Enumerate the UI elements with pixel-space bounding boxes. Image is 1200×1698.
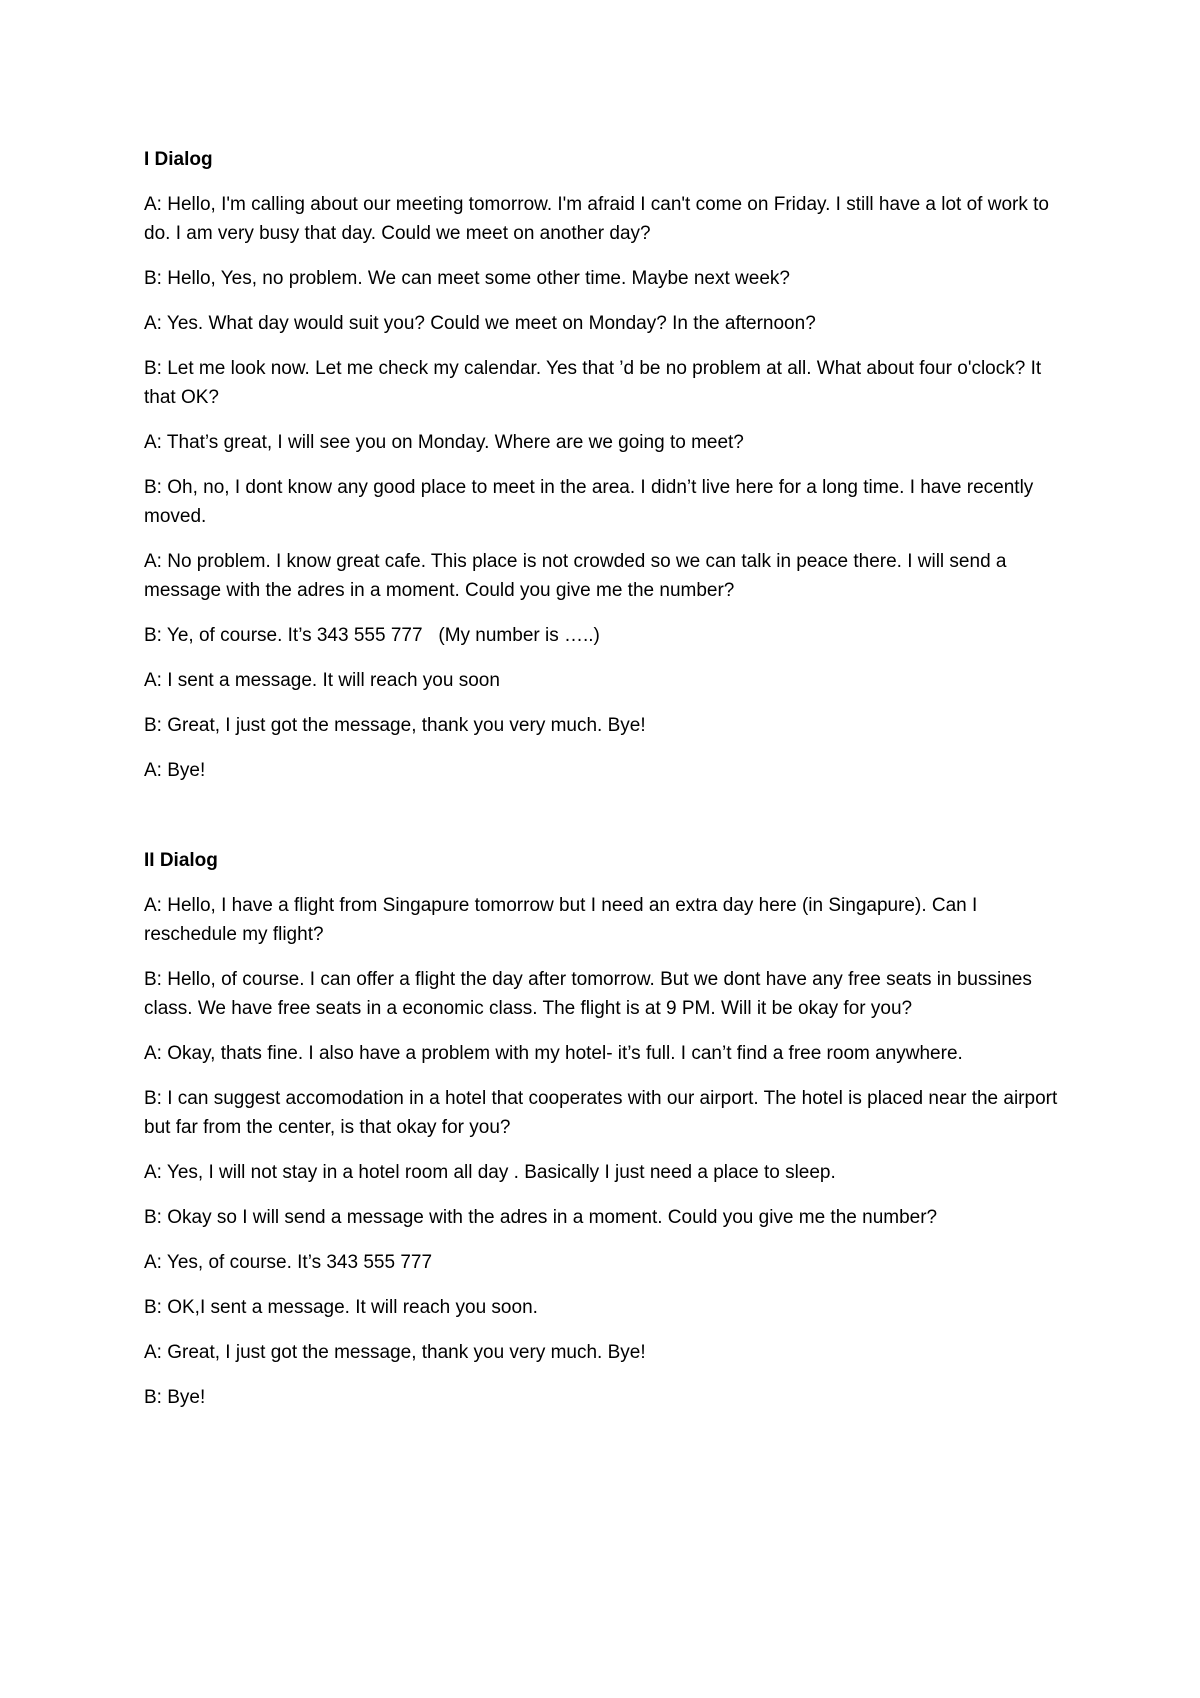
speaker-label: A:: [144, 432, 162, 453]
dialog-line: [144, 666, 1069, 695]
line-text: Hello, I have a flight from Singapure tomorrow but I need an extra day here (in Singapure). Can I reschedule my flight?: [144, 895, 978, 945]
speaker-label: B:: [144, 1387, 162, 1408]
speaker-label: A:: [144, 1043, 162, 1064]
dialog-line: [144, 264, 1069, 293]
line-text: Yes, of course. It’s 343 555 777: [166, 1252, 433, 1273]
dialog-line: [144, 309, 1069, 338]
speaker-label: A:: [144, 194, 162, 215]
line-text: Hello, I'm calling about our meeting tomorrow. I'm afraid I can't come on Friday. I still have a lot of work to do. I am very busy that day. Could we meet on another day?: [144, 194, 1049, 244]
line-text: That’s great, I will see you on Monday. Where are we going to meet?: [166, 432, 744, 453]
document-body: [144, 145, 1069, 1428]
speaker-label: A:: [144, 1342, 162, 1363]
dialog-line: [144, 190, 1069, 248]
speaker-label: B:: [144, 268, 162, 289]
line-text: I sent a message. It will reach you soon: [167, 670, 500, 691]
section-title: I Dialog: [144, 149, 213, 170]
line-text: Okay, thats fine. I also have a problem with my hotel- it’s full. I can’t find a free room anywhere.: [167, 1043, 963, 1064]
dialog-line: [144, 756, 1069, 785]
line-text: No problem. I know great cafe. This place is not crowded so we can talk in peace there. I will send a message with the adres in a moment. Could you give me the number?: [144, 551, 1007, 601]
dialog-line: [144, 354, 1069, 412]
line-text: Bye!: [167, 1387, 206, 1408]
section-spacer: [144, 801, 1069, 846]
speaker-label: A:: [144, 760, 162, 781]
dialog-section-2: [144, 846, 1069, 1412]
speaker-label: B:: [144, 715, 162, 736]
dialog-line: [144, 428, 1069, 457]
dialog-line: [144, 711, 1069, 740]
line-text: Great, I just got the message, thank you very much. Bye!: [167, 715, 646, 736]
dialog-line: [144, 1039, 1069, 1068]
line-text: OK,I sent a message. It will reach you soon.: [167, 1297, 538, 1318]
dialog-line: [144, 891, 1069, 949]
speaker-label: B:: [144, 1297, 162, 1318]
speaker-label: A:: [144, 313, 162, 334]
line-text: Ye, of course. It’s 343 555 777 (My number is …..): [166, 625, 600, 646]
dialog-line: [144, 1383, 1069, 1412]
line-text: Let me look now. Let me check my calendar. Yes that ’d be no problem at all. What about four o'clock? It that OK?: [144, 358, 1042, 408]
dialog-line: [144, 473, 1069, 531]
speaker-label: A:: [144, 551, 162, 572]
dialog-line: [144, 965, 1069, 1023]
speaker-label: B:: [144, 969, 162, 990]
line-text: Yes, I will not stay in a hotel room all day . Basically I just need a place to sleep.: [166, 1162, 836, 1183]
line-text: Yes. What day would suit you? Could we meet on Monday? In the afternoon?: [166, 313, 816, 334]
speaker-label: B:: [144, 477, 162, 498]
dialog-line: [144, 1293, 1069, 1322]
line-text: Hello, of course. I can offer a flight the day after tomorrow. But we dont have any free seats in bussines class. We have free seats in a economic class. The flight is at 9 PM. Will it be okay for you?: [144, 969, 1032, 1019]
line-text: Okay so I will send a message with the adres in a moment. Could you give me the number?: [167, 1207, 938, 1228]
speaker-label: B:: [144, 625, 162, 646]
line-text: I can suggest accomodation in a hotel that cooperates with our airport. The hotel is placed near the airport but far from the center, is that okay for you?: [144, 1088, 1058, 1138]
dialog-line: [144, 547, 1069, 605]
dialog-line: [144, 1158, 1069, 1187]
dialog-line: [144, 1084, 1069, 1142]
dialog-line: [144, 1248, 1069, 1277]
dialog-line: [144, 1338, 1069, 1367]
line-text: Hello, Yes, no problem. We can meet some other time. Maybe next week?: [167, 268, 790, 289]
dialog-line: [144, 621, 1069, 650]
speaker-label: B:: [144, 358, 162, 379]
dialog-section-1: [144, 145, 1069, 785]
speaker-label: B:: [144, 1207, 162, 1228]
speaker-label: B:: [144, 1088, 162, 1109]
speaker-label: A:: [144, 670, 162, 691]
speaker-label: A:: [144, 895, 162, 916]
dialog-line: [144, 1203, 1069, 1232]
speaker-label: A:: [144, 1162, 162, 1183]
speaker-label: A:: [144, 1252, 162, 1273]
section-title: II Dialog: [144, 850, 218, 871]
line-text: Bye!: [167, 760, 206, 781]
line-text: Oh, no, I dont know any good place to meet in the area. I didn’t live here for a long time. I have recently moved.: [144, 477, 1034, 527]
line-text: Great, I just got the message, thank you very much. Bye!: [167, 1342, 646, 1363]
